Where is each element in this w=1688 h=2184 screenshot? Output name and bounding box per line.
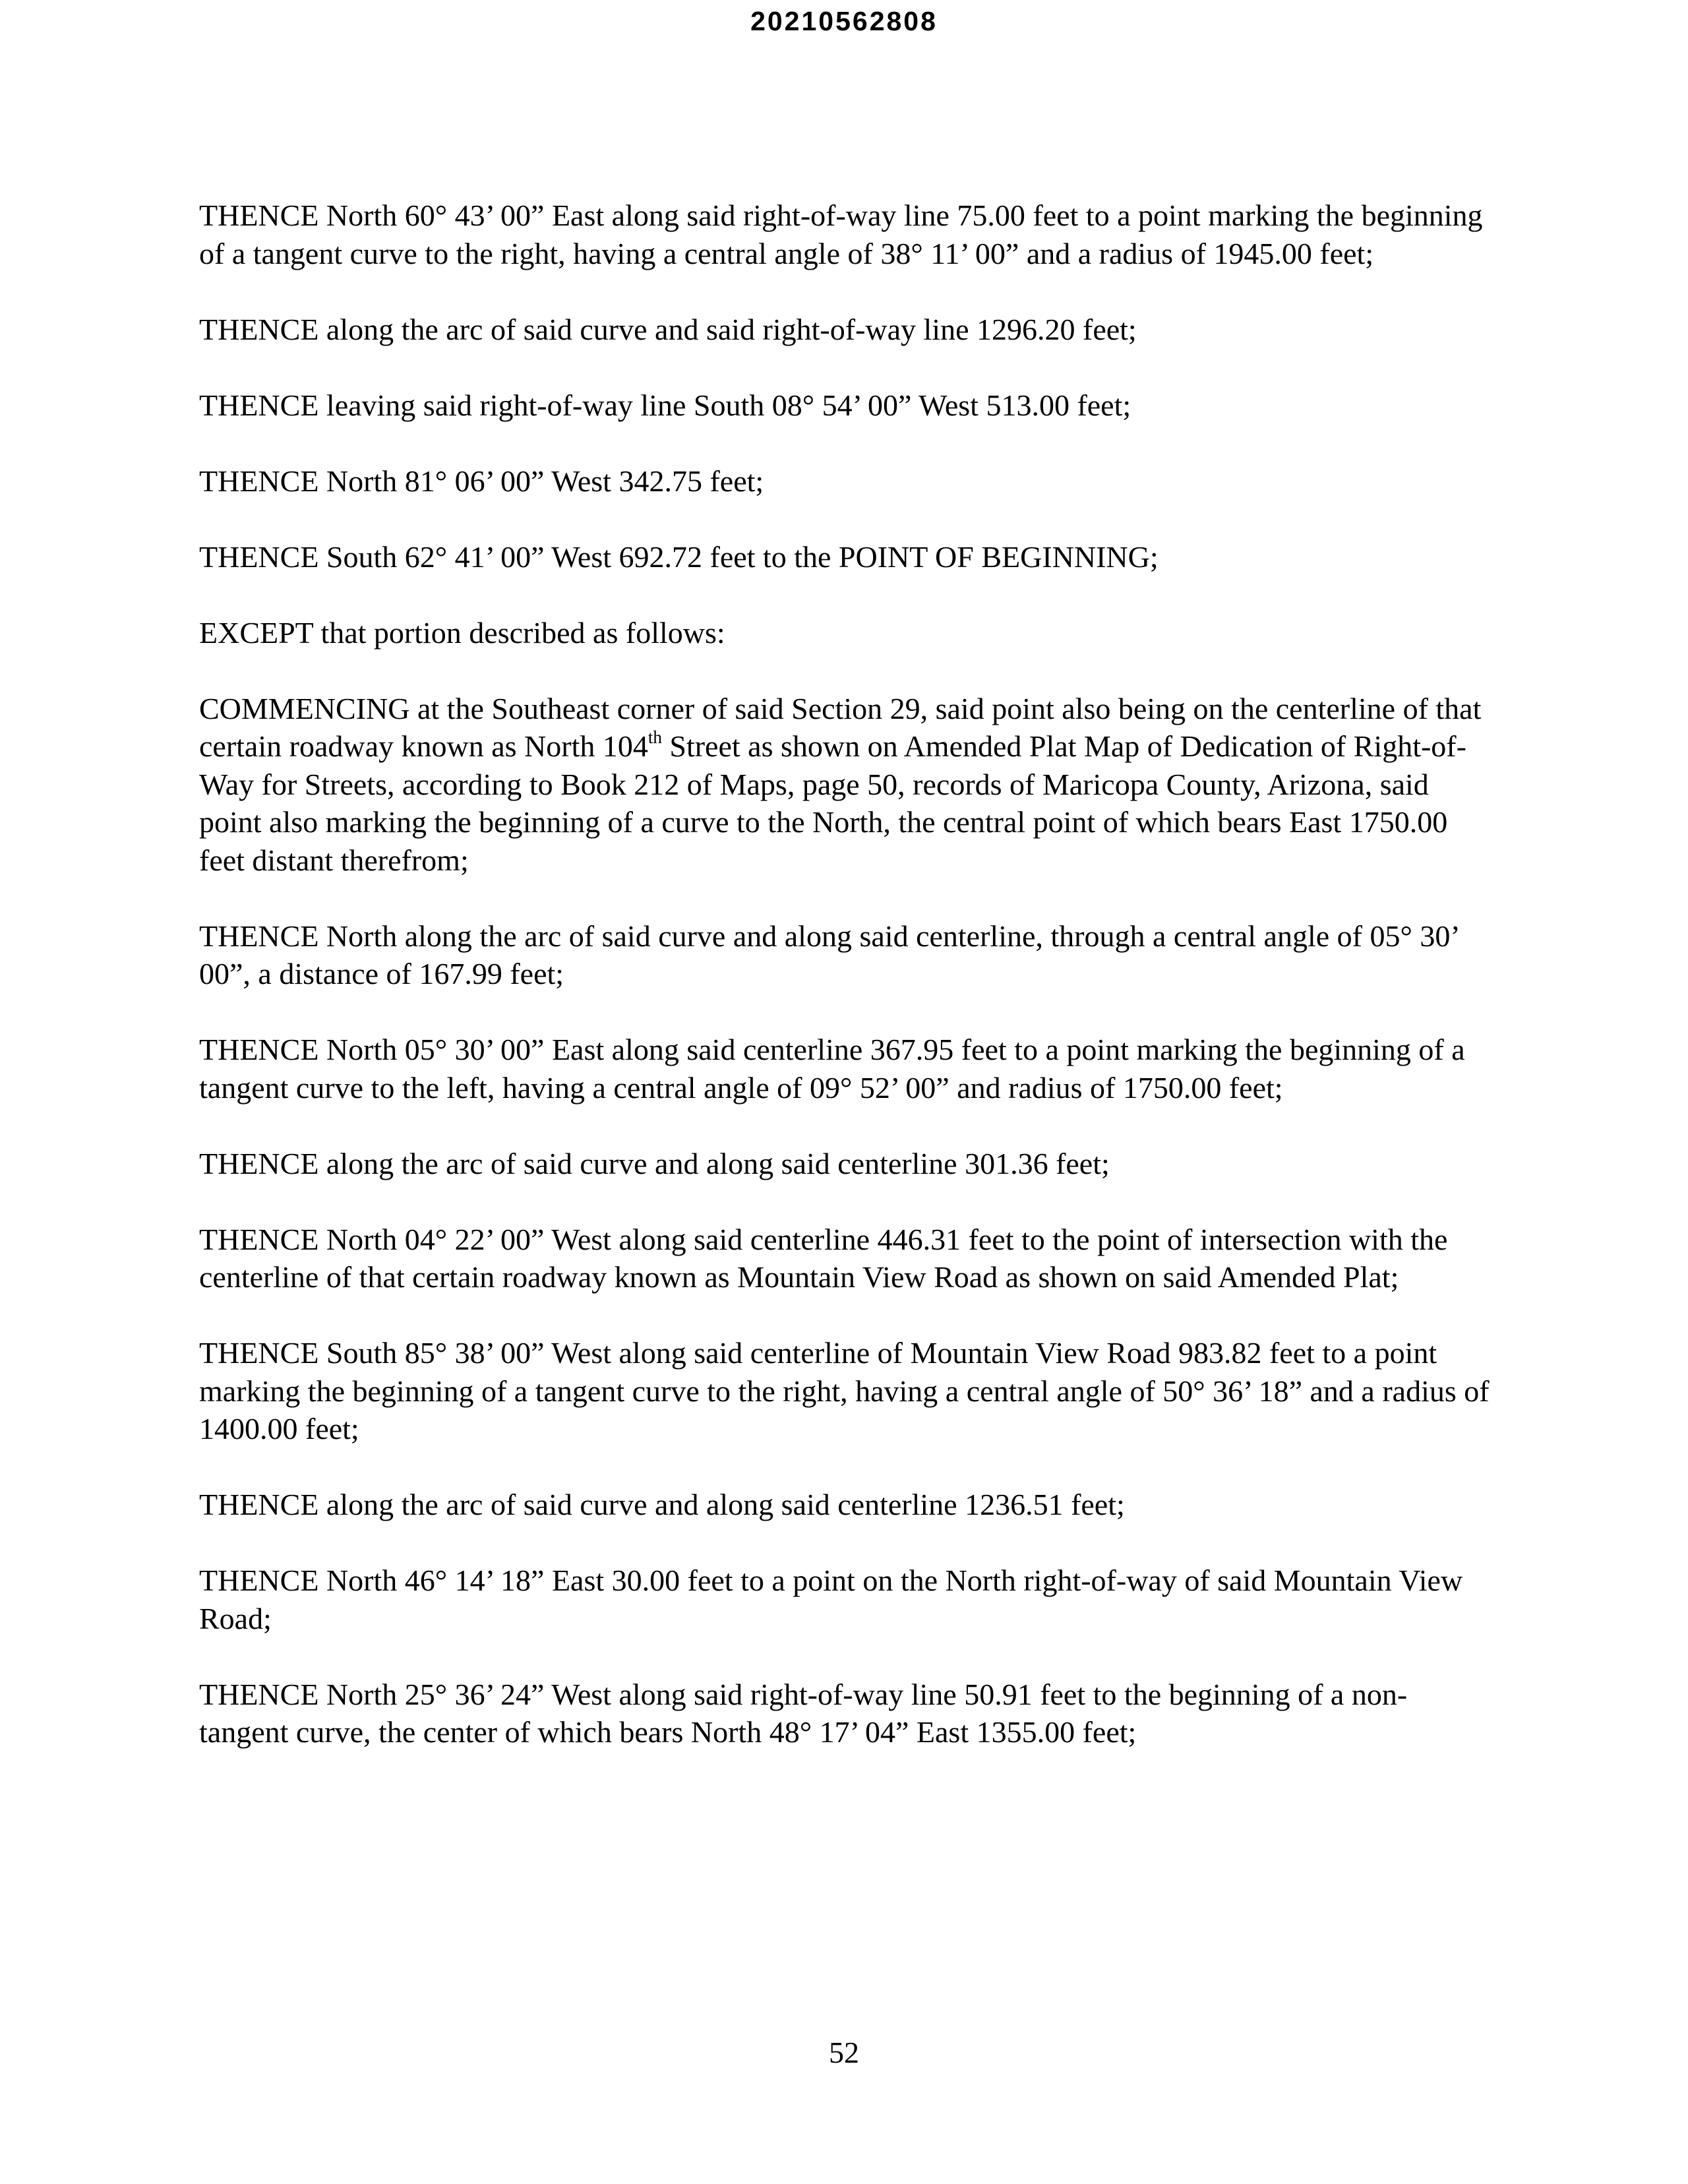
course-paragraph: THENCE North 04° 22’ 00” West along said centerline 446.31 feet to the point of intersection with the centerline of that certain roadway known as Mountain View Road as shown on said Amended Plat;	[199, 1222, 1448, 1294]
course-paragraph: THENCE North 46° 14’ 18” East 30.00 feet to a point on the North right-of-way of said Mountain View Road;	[199, 1563, 1463, 1635]
course-paragraph: THENCE along the arc of said curve and along said centerline 301.36 feet;	[199, 1146, 1110, 1180]
course-paragraph: THENCE South 85° 38’ 00” West along said centerline of Mountain View Road 983.82 feet to a point marking the beginning of a tangent curve to the right, having a central angle of 50° 36’ 18” and a radius of 1400.00 feet;	[199, 1336, 1490, 1445]
course-paragraph: THENCE North along the arc of said curve and along said centerline, through a central angle of 05° 30’ 00”, a distance of 167.99 feet;	[199, 919, 1459, 990]
course-paragraph: THENCE along the arc of said curve and along said centerline 1236.51 feet;	[199, 1488, 1125, 1521]
commencing-text: COMMENCING at the Southeast corner of said Section 29, said point also being on the centerline of that certain roadway known as North 104	[199, 691, 1482, 763]
course-paragraph: THENCE North 05° 30’ 00” East along said centerline 367.95 feet to a point marking the beginning of a tangent curve to the left, having a central angle of 09° 52’ 00” and radius of 1750.00 feet;	[199, 1033, 1465, 1105]
course-paragraph: THENCE along the arc of said curve and said right-of-way line 1296.20 feet;	[199, 312, 1137, 346]
commencing-text-continued: Street as shown on Amended Plat Map of Dedication of Right-of-Way for Streets, according to Book 212 of Maps, page 50, records of Maricopa County, Arizona, said point also marking the beginning of a curve to the North, the central point of which bears East 1750.00 feet distant therefrom;	[199, 729, 1466, 877]
course-paragraph: THENCE leaving said right-of-way line South 08° 54’ 00” West 513.00 feet;	[199, 388, 1131, 422]
exception-heading-paragraph: EXCEPT that portion described as follows:	[199, 615, 725, 650]
course-paragraph: THENCE North 81° 06’ 00” West 342.75 feet;	[199, 464, 764, 498]
course-paragraph: THENCE North 25° 36’ 24” West along said right-of-way line 50.91 feet to the beginning of a non-tangent curve, the center of which bears North 48° 17’ 04” East 1355.00 feet;	[199, 1677, 1408, 1749]
page-number: 52	[829, 2036, 859, 2069]
ordinal-suffix: th	[648, 727, 662, 747]
commencing-paragraph	[199, 690, 1492, 880]
legal-description-body	[199, 197, 1492, 1789]
point-of-beginning-paragraph: THENCE South 62° 41’ 00” West 692.72 feet to the POINT OF BEGINNING;	[199, 539, 1159, 574]
recording-number-header: 20210562808	[750, 6, 938, 36]
course-paragraph: THENCE North 60° 43’ 00” East along said right-of-way line 75.00 feet to a point marking the beginning of a tangent curve to the right, having a central angle of 38° 11’ 00” and a radius of 1945.00 feet;	[199, 198, 1483, 270]
